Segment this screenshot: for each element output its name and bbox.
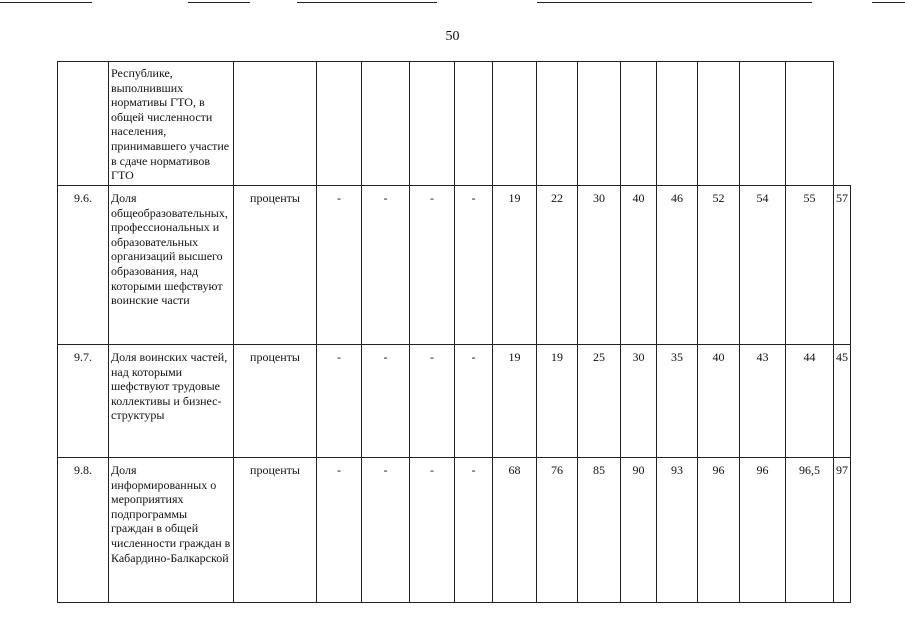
value-cell: -	[362, 458, 410, 603]
row-number: 9.6.	[58, 186, 109, 345]
row-number: 9.7.	[58, 345, 109, 458]
table-row	[58, 345, 851, 458]
page-number: 50	[445, 29, 460, 44]
value-cell	[410, 62, 455, 186]
value-cell: -	[362, 345, 410, 458]
value-cell: -	[317, 345, 362, 458]
value-cell	[362, 62, 410, 186]
indicator-name: Доля информированных о мероприятиях подпрограммы граждан в общей численности граждан в Кабардино-Балкарской	[109, 458, 234, 603]
value-cell	[657, 62, 698, 186]
value-cell: 57	[834, 186, 851, 345]
indicator-name: Доля воинских частей, над которыми шефствуют трудовые коллективы и бизнес-структуры	[109, 345, 234, 458]
scan-top-line	[872, 2, 905, 3]
unit-cell: проценты	[234, 458, 317, 603]
value-cell	[537, 62, 578, 186]
value-cell: 30	[621, 345, 657, 458]
value-cell: -	[410, 345, 455, 458]
unit-cell	[234, 62, 317, 186]
value-cell: 43	[740, 345, 786, 458]
value-cell: 54	[740, 186, 786, 345]
value-cell: -	[455, 186, 493, 345]
value-cell: 93	[657, 458, 698, 603]
table-row	[58, 62, 851, 186]
value-cell: 40	[621, 186, 657, 345]
value-cell: 19	[493, 186, 537, 345]
scan-top-line	[537, 2, 812, 3]
value-cell: 97	[834, 458, 851, 603]
value-cell: 40	[698, 345, 740, 458]
value-cell: 30	[578, 186, 621, 345]
value-cell: 52	[698, 186, 740, 345]
value-cell: 68	[493, 458, 537, 603]
value-cell	[786, 62, 834, 186]
value-cell: -	[455, 345, 493, 458]
value-cell	[455, 62, 493, 186]
value-cell: 96	[740, 458, 786, 603]
value-cell: -	[317, 458, 362, 603]
value-cell: 45	[834, 345, 851, 458]
table-row	[58, 186, 851, 345]
value-cell: 19	[537, 345, 578, 458]
value-cell: -	[317, 186, 362, 345]
row-number: 9.8.	[58, 458, 109, 603]
value-cell	[740, 62, 786, 186]
scan-top-line	[297, 2, 437, 3]
value-cell: 90	[621, 458, 657, 603]
value-cell: 22	[537, 186, 578, 345]
value-cell: 55	[786, 186, 834, 345]
scan-top-line	[0, 2, 92, 3]
scan-top-line	[188, 2, 250, 3]
unit-cell: проценты	[234, 186, 317, 345]
value-cell: 44	[786, 345, 834, 458]
value-cell: 19	[493, 345, 537, 458]
value-cell: 96	[698, 458, 740, 603]
value-cell: 46	[657, 186, 698, 345]
value-cell	[578, 62, 621, 186]
value-cell: 76	[537, 458, 578, 603]
value-cell: 96,5	[786, 458, 834, 603]
indicator-name: Республике, выполнивших нормативы ГТО, в общей численности населения, принимавшего участие в сдаче нормативов ГТО	[109, 62, 234, 186]
value-cell	[698, 62, 740, 186]
value-cell	[317, 62, 362, 186]
unit-cell: проценты	[234, 345, 317, 458]
value-cell: -	[362, 186, 410, 345]
value-cell	[621, 62, 657, 186]
value-cell: -	[410, 186, 455, 345]
value-cell: -	[410, 458, 455, 603]
row-number	[58, 62, 109, 186]
indicator-name: Доля общеобразовательных, профессиональных и образовательных организаций высшего образования, над которыми шефствуют воинские части	[109, 186, 234, 345]
value-cell: 35	[657, 345, 698, 458]
indicators-table	[57, 61, 851, 603]
table-row	[58, 458, 851, 603]
value-cell: -	[455, 458, 493, 603]
value-cell: 85	[578, 458, 621, 603]
value-cell	[493, 62, 537, 186]
value-cell: 25	[578, 345, 621, 458]
